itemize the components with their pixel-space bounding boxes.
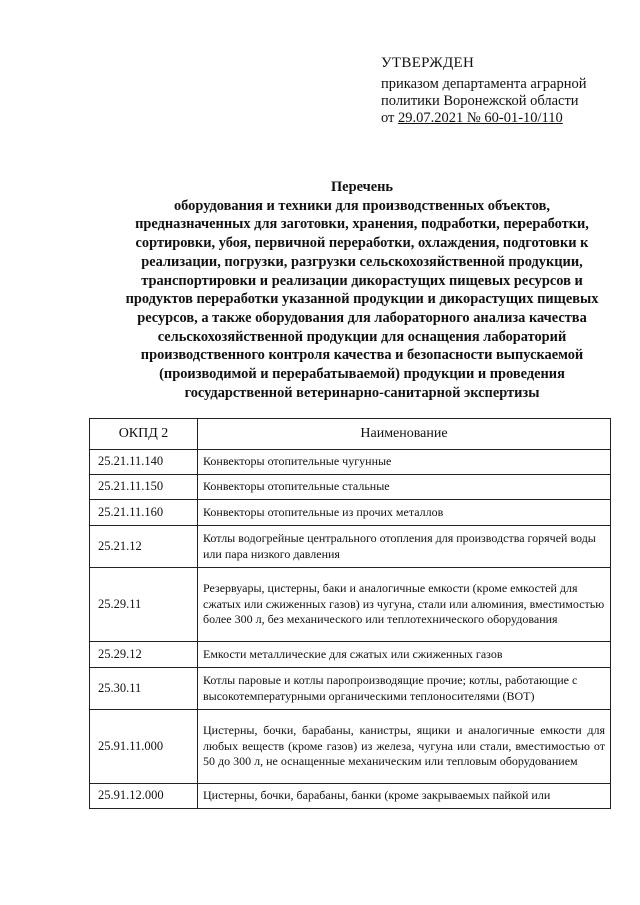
title-line-10: (производимой и перерабатываемой) продукции и проведения	[159, 366, 565, 383]
row-name: Конвекторы отопительные из прочих металлов	[198, 500, 611, 526]
row-code: 25.21.11.150	[90, 475, 198, 500]
row-name: Котлы водогрейные центрального отопления для производства горячей воды или пара низкого давления	[198, 526, 611, 568]
title-line-9: производственного контроля качества и безопасности выпускаемой	[140, 347, 584, 364]
header-name: Наименование	[198, 419, 611, 450]
row-code: 25.30.11	[90, 668, 198, 710]
approval-line-1: приказом департамента аграрной	[381, 76, 587, 92]
title-line-8: сельскохозяйственной продукции для оснащения лабораторий	[157, 328, 567, 345]
row-code: 25.21.11.160	[90, 500, 198, 526]
title-line-3: сортировки, убоя, первичной переработки, охлаждения, подготовки к	[135, 235, 589, 252]
title-line-4: реализации, погрузки, разгрузки сельскохозяйственной продукции,	[141, 253, 583, 270]
row-name: Конвекторы отопительные чугунные	[198, 450, 611, 475]
row-name: Конвекторы отопительные стальные	[198, 475, 611, 500]
row-name: Емкости металлические для сжатых или сжиженных газов	[198, 642, 611, 668]
title-line-5: транспортировки и реализации дикорастущих пищевых ресурсов и	[141, 272, 583, 289]
header-okpd: ОКПД 2	[90, 419, 198, 450]
title-word: Перечень	[330, 179, 394, 195]
row-code: 25.29.12	[90, 642, 198, 668]
approval-date-prefix: от	[381, 110, 399, 126]
table-header-row	[90, 419, 611, 450]
row-code: 25.29.11	[90, 568, 198, 642]
table-row	[90, 710, 611, 784]
table-row	[90, 450, 611, 475]
title-line-7: ресурсов, а также оборудования для лабораторного анализа качества	[137, 309, 587, 326]
table-row	[90, 500, 611, 526]
approval-line-2: политики Воронежской области	[381, 93, 579, 109]
row-code: 25.91.12.000	[90, 784, 198, 809]
row-code: 25.91.11.000	[90, 710, 198, 784]
approval-date-line	[381, 110, 621, 127]
row-name: Цистерны, бочки, барабаны, канистры, ящики и аналогичные емкости для любых веществ (кроме газов) из железа, чугуна или стали, вместимостью от 50 до 300 л, не оснащенные механическим или тепловым оборудованием	[198, 710, 611, 784]
row-name: Резервуары, цистерны, баки и аналогичные емкости (кроме емкостей для сжатых или сжиженных газов) из чугуна, стали или алюминия, вместимостью более 300 л, без механического или теплотехнического оборудования	[198, 568, 611, 642]
row-name: Цистерны, бочки, барабаны, банки (кроме закрываемых пайкой или	[198, 784, 611, 809]
approval-block	[381, 55, 621, 127]
row-code: 25.21.12	[90, 526, 198, 568]
table-row	[90, 668, 611, 710]
approval-heading: УТВЕРЖДЕН	[381, 55, 475, 71]
row-name: Котлы паровые и котлы паропроизводящие прочие; котлы, работающие с высокотемпературными органическими теплоносителями (ВОТ)	[198, 668, 611, 710]
approval-date-number: 29.07.2021 № 60-01-10/110	[398, 110, 563, 126]
title-line-6: продуктов переработки указанной продукции и дикорастущих пищевых	[125, 291, 599, 308]
document-title	[92, 178, 632, 402]
title-line-2: предназначенных для заготовки, хранения, подработки, переработки,	[135, 216, 589, 233]
row-code: 25.21.11.140	[90, 450, 198, 475]
equipment-table	[89, 418, 611, 809]
title-line-1: оборудования и техники для производственных объектов,	[173, 197, 550, 214]
title-line-11: государственной ветеринарно-санитарной экспертизы	[184, 384, 540, 401]
table-row	[90, 568, 611, 642]
table-row	[90, 642, 611, 668]
table-row	[90, 475, 611, 500]
table-row	[90, 784, 611, 809]
table-row	[90, 526, 611, 568]
